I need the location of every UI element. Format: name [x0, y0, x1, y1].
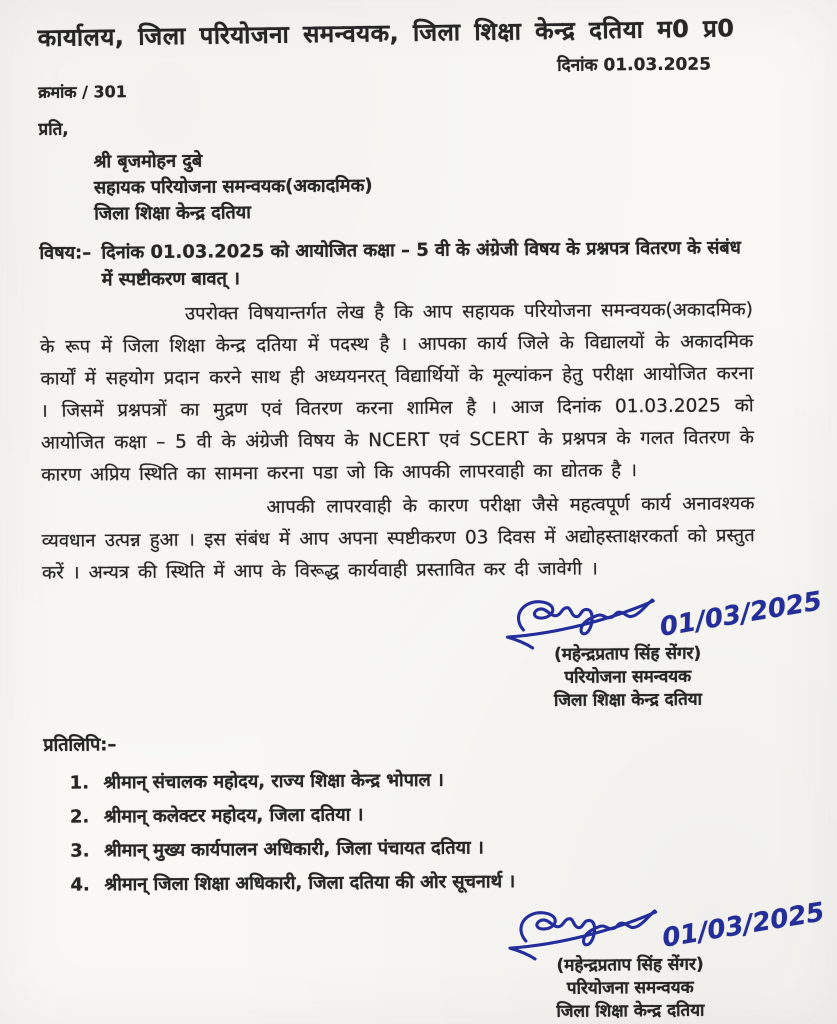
letter-date: दिनांक 01.03.2025 [557, 54, 712, 76]
recipient-designation: सहायक परियोजना समन्वयक(अकादमिक) [93, 175, 373, 199]
letter-serial-number: क्रमांक / 301 [38, 82, 127, 102]
body-paragraph-2: आपकी लापरवाही के कारण परीक्षा जैसे महत्वपूर्ण कार्य अनावश्यक व्यवधान उत्पन्न हुआ । इस संबंध में आप अपना स्पष्टीकरण 03 दिवस में अद्योहस्ताक्षरकर्ता को प्रस्तुत करें । अन्यत्र की स्थिति में आप के विरूद्ध कार्यवाही प्रस्तावित कर दी जावेगी । [41, 493, 755, 584]
signature-scribble [521, 911, 655, 945]
copy-item-number: 2. [69, 806, 90, 828]
signature-scribble [518, 600, 652, 634]
signature-date: 01/03/2025 [660, 897, 827, 954]
signatory-office: जिला शिक्षा केन्द्र दतिया [556, 1000, 705, 1022]
signature-strike [510, 912, 656, 959]
copy-item-text: श्रीमान् संचालक महोदय, राज्य शिक्षा केन्द्र भोपाल । [103, 769, 444, 794]
recipient-block [94, 144, 753, 227]
copy-item [70, 863, 757, 902]
signatory-name: (महेन्द्रप्रताप सिंह सेंगर) [553, 643, 702, 665]
scan-content [37, 13, 827, 1024]
signature-block-bottom [496, 897, 827, 1024]
recipient-salutation: प्रति, [38, 119, 69, 140]
signature-date: 01/03/2025 [657, 586, 825, 643]
signatory-name: (महेन्द्रप्रताप सिंह सेंगर) [556, 954, 704, 976]
copies-label: प्रतिलिपि:– [43, 734, 117, 756]
signature-strike [507, 601, 653, 648]
subject-label: विषय:– [39, 242, 92, 264]
copy-item-number: 3. [70, 840, 90, 862]
recipient-office: जिला शिक्षा केन्द्र दतिया [94, 202, 251, 225]
recipient-name: श्री बृजमोहन दुबे [93, 150, 203, 173]
subject-line [39, 234, 752, 294]
copies-list [70, 761, 758, 902]
subject-text: दिनांक 01.03.2025 को आयोजित कक्षा – 5 वी के अंग्रेजी विषय के प्रश्नपत्र वितरण के संबंध में स्पष्टीकरण बावत् । [101, 237, 741, 291]
copy-item [70, 795, 757, 834]
copy-item [70, 761, 757, 800]
signatory-designation: परियोजना समन्वयक [564, 666, 692, 688]
copy-item-text: श्रीमान् मुख्य कार्यपालन अधिकारी, जिला पंचायत दतिया । [104, 837, 484, 862]
signature-block-top [493, 586, 825, 713]
copy-item-number: 4. [70, 874, 90, 896]
office-header: कार्यालय, जिला परियोजना समन्वयक, जिला शिक्षा केन्द्र दतिया म0 प्र0 [37, 14, 735, 52]
copy-item-text: श्रीमान् कलेक्टर महोदय, जिला दतिया । [103, 804, 364, 828]
copy-item-number: 1. [69, 772, 90, 794]
signatory-designation: परियोजना समन्वयक [566, 977, 694, 999]
body-paragraph-1: उपरोक्त विषयान्तर्गत लेख है कि आप सहायक परियोजना समन्वयक(अकादमिक) के रूप में जिला शिक्षा केन्द्र दतिया में पदस्थ है । आपका कार्य जिले के विद्यालयों के अकादमिक कार्यों में सहयोग प्रदान करने साथ ही अध्ययनरत् विद्यार्थियों के मूल्यांकन हेतु परीक्षा आयोजित करना । जिसमें प्रश्नपत्रों का मुद्रण एवं वितरण करना शामिल है । आज दिनांक 01.03.2025 को आयोजित कक्षा – 5 वी के अंग्रेजी विषय के NCERT एवं SCERT के प्रश्नपत्र के गलत वितरण के कारण अप्रिय स्थिति का सामना करना पडा जो कि आपकी लापरवाही का द्योतक है । [40, 299, 755, 486]
signatory-office: जिला शिक्षा केन्द्र दतिया [553, 689, 703, 711]
copy-item-text: श्रीमान् जिला शिक्षा अधिकारी, जिला दतिया की ओर सूचनार्थ । [104, 871, 516, 896]
copy-item [70, 829, 757, 868]
